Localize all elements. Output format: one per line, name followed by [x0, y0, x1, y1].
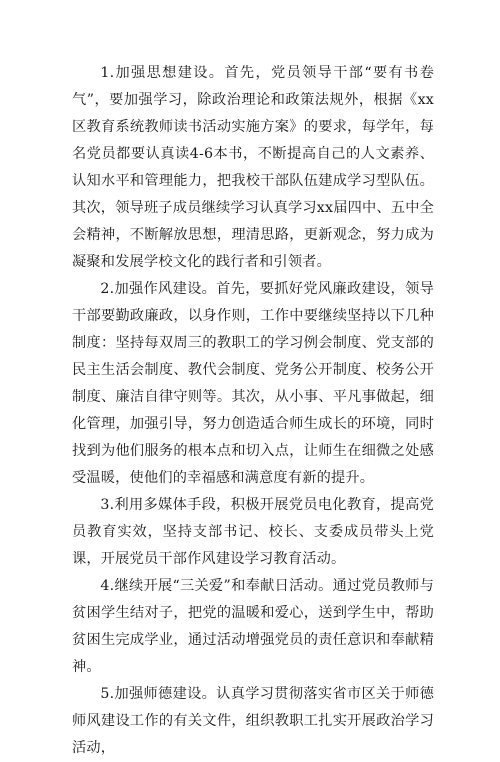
paragraph-5-teacher-ethics: 5.加强师德建设。认真学习贯彻落实省市区关于师德师风建设工作的有关文件，组织教职工扎实开展政治学习活动， [72, 686, 434, 756]
document-body [72, 60, 434, 762]
paragraph-1-thought-building: 1.加强思想建设。首先，党员领导干部“要有书卷气”，要加强学习，除政治理论和政策法规外，根据《xx区教育系统教师读书活动实施方案》的要求，每学年，每名党员都要认真读4-6本书，不断提高自己的人文素养、认知水平和管理能力，把我校干部队伍建成学习型队伍。其次，领导班子成员继续学习认真学习xx届四中、五中全会精神，不断解放思想，理清思路，更新观念，努力成为凝聚和发展学校文化的践行者和引领者。 [72, 65, 434, 270]
paragraph-2-style-building: 2.加强作风建设。首先，要抓好党风廉政建设，领导干部要勤政廉政，以身作则，工作中要继续坚持以下几种制度：坚持每双周三的教职工的学习例会制度、党支部的民主生活会制度、教代会制度、党务公开制度、校务公开制度、廉洁自律守则等。其次，从小事、平凡事做起，细化管理，加强引导，努力创造适合师生成长的环境，同时找到为他们服务的根本点和切入点，让师生在细微之处感受温暖，使他们的幸福感和满意度有新的提升。 [72, 281, 434, 486]
paragraph-4-three-cares-activity: 4.继续开展“三关爱”和奉献日活动。通过党员教师与贫困学生结对子，把党的温暖和爱心，送到学生中，帮助贫困生完成学业，通过活动增强党员的责任意识和奉献精神。 [72, 578, 434, 675]
paragraph-3-multimedia-education: 3.利用多媒体手段，积极开展党员电化教育，提高党员教育实效，坚持支部书记、校长、支委成员带头上党课，开展党员干部作风建设学习教育活动。 [72, 497, 434, 567]
